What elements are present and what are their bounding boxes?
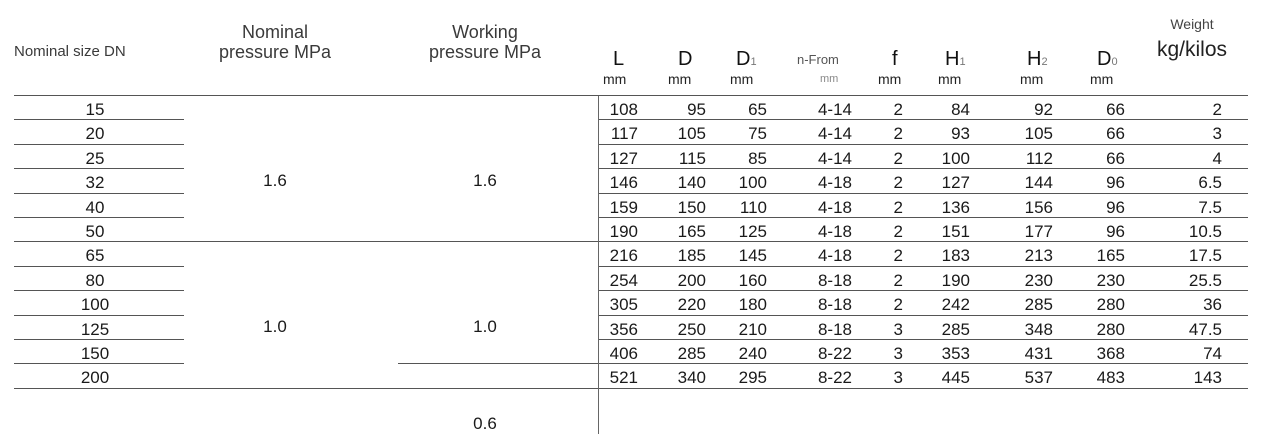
cell-dn: 125 xyxy=(80,319,110,339)
header-divider xyxy=(14,95,1248,96)
cell-d: 250 xyxy=(677,319,706,339)
cell-dn: 20 xyxy=(85,124,105,144)
cell-n: 4-14 xyxy=(817,124,852,144)
cell-n: 4-18 xyxy=(817,222,852,241)
working-pressure-group-a: 1.6 xyxy=(473,171,497,190)
cell-d1: 75 xyxy=(748,124,767,144)
cell-h2: 213 xyxy=(1024,246,1053,266)
cell-w: 3 xyxy=(1212,124,1222,144)
header-d-unit: mm xyxy=(668,71,692,87)
cell-h2: 230 xyxy=(1024,270,1053,290)
cell-dn: 80 xyxy=(85,270,105,290)
cell-w: 2 xyxy=(1212,100,1222,119)
header-l-unit: mm xyxy=(603,71,627,87)
cell-h1: 100 xyxy=(941,148,970,168)
header-working-pressure-line2: pressure MPa xyxy=(428,42,542,62)
bottom-divider xyxy=(184,388,598,389)
cell-dn: 40 xyxy=(85,197,105,217)
cell-l: 254 xyxy=(609,270,638,290)
cell-d: 220 xyxy=(677,295,706,315)
cell-w: 143 xyxy=(1193,368,1222,388)
cell-d: 200 xyxy=(677,270,706,290)
cell-d1: 210 xyxy=(738,319,767,339)
cell-dn: 200 xyxy=(80,368,110,388)
cell-w: 25.5 xyxy=(1188,270,1222,290)
cell-d1: 85 xyxy=(748,148,767,168)
cell-h2: 348 xyxy=(1024,319,1053,339)
cell-d0: 165 xyxy=(1096,246,1125,266)
header-f-unit: mm xyxy=(878,71,902,87)
cell-d1: 145 xyxy=(738,246,767,266)
nominal-pressure-group-a: 1.6 xyxy=(263,171,287,190)
cell-d1: 240 xyxy=(738,344,767,363)
cell-h1: 242 xyxy=(941,295,970,315)
cell-h1: 183 xyxy=(941,246,970,266)
cell-d1: 110 xyxy=(739,197,767,217)
cell-dn: 50 xyxy=(85,222,105,241)
cell-d0: 66 xyxy=(1106,100,1125,119)
cell-w: 36 xyxy=(1203,295,1222,315)
cell-d: 140 xyxy=(677,173,706,193)
cell-w: 74 xyxy=(1203,344,1222,363)
working-pressure-group-b: 1.0 xyxy=(473,317,497,336)
cell-h2: 285 xyxy=(1024,295,1053,315)
header-n-from: n-From xyxy=(797,52,839,67)
cell-l: 521 xyxy=(609,368,638,388)
cell-d1: 295 xyxy=(738,368,767,388)
cell-f: 3 xyxy=(893,319,903,339)
cell-d: 95 xyxy=(687,100,706,119)
cell-l: 127 xyxy=(609,148,638,168)
header-f: f xyxy=(892,48,898,70)
cell-h1: 353 xyxy=(941,344,970,363)
cell-h2: 92 xyxy=(1034,100,1053,119)
cell-h2: 177 xyxy=(1024,222,1053,241)
header-nominal-pressure-line2: pressure MPa xyxy=(218,42,332,62)
cell-d0: 368 xyxy=(1096,344,1125,363)
cell-d: 285 xyxy=(677,344,706,363)
cell-d1: 180 xyxy=(738,295,767,315)
cell-n: 4-18 xyxy=(817,246,852,266)
cell-l: 406 xyxy=(609,344,638,363)
cell-h2: 105 xyxy=(1024,124,1053,144)
cell-d0: 483 xyxy=(1096,368,1125,388)
cell-n: 4-14 xyxy=(817,148,852,168)
cell-d0: 280 xyxy=(1096,295,1125,315)
cell-h1: 127 xyxy=(941,173,970,193)
cell-d0: 96 xyxy=(1106,197,1125,217)
cell-f: 2 xyxy=(893,148,903,168)
cell-f: 2 xyxy=(893,100,903,119)
cell-l: 146 xyxy=(609,173,638,193)
cell-d1: 100 xyxy=(738,173,767,193)
cell-d1: 125 xyxy=(738,222,767,241)
header-nominal-size-dn: Nominal size DN xyxy=(14,43,126,60)
cell-d1: 65 xyxy=(748,100,767,119)
cell-w: 7.5 xyxy=(1198,197,1222,217)
header-weight-line2: kg/kilos xyxy=(1156,38,1228,61)
cell-dn: 15 xyxy=(85,100,105,119)
cell-h2: 431 xyxy=(1024,344,1053,363)
cell-d: 105 xyxy=(677,124,706,144)
nominal-pressure-group-b: 1.0 xyxy=(263,317,287,336)
working-pressure-group-c: 0.6 xyxy=(473,414,497,433)
cell-dn: 32 xyxy=(85,173,105,193)
header-h1-unit: mm xyxy=(938,71,962,87)
cell-l: 159 xyxy=(609,197,638,217)
cell-d: 340 xyxy=(677,368,706,388)
header-n-from-unit: mm xyxy=(820,73,839,85)
cell-l: 216 xyxy=(609,246,638,266)
cell-n: 8-18 xyxy=(817,270,852,290)
cell-f: 2 xyxy=(893,173,903,193)
cell-d0: 66 xyxy=(1106,124,1125,144)
cell-h1: 151 xyxy=(941,222,970,241)
cell-dn: 100 xyxy=(80,295,110,315)
cell-h1: 445 xyxy=(941,368,970,388)
group-divider xyxy=(184,241,598,242)
header-nominal-pressure-line1: Nominal xyxy=(241,22,309,42)
cell-n: 8-22 xyxy=(817,368,852,388)
cell-f: 2 xyxy=(893,222,903,241)
cell-n: 8-22 xyxy=(817,344,852,363)
cell-l: 108 xyxy=(609,100,638,119)
cell-d: 150 xyxy=(677,197,706,217)
cell-w: 10.5 xyxy=(1188,222,1222,241)
cell-f: 2 xyxy=(893,124,903,144)
cell-n: 8-18 xyxy=(817,319,852,339)
cell-d1: 160 xyxy=(738,270,767,290)
cell-dn: 65 xyxy=(85,246,105,266)
cell-h1: 93 xyxy=(951,124,970,144)
cell-d0: 280 xyxy=(1096,319,1125,339)
cell-w: 4 xyxy=(1212,148,1222,168)
cell-w: 6.5 xyxy=(1198,173,1222,193)
cell-f: 2 xyxy=(893,295,903,315)
header-weight-line1: Weight xyxy=(1170,16,1214,32)
cell-d: 185 xyxy=(677,246,706,266)
cell-n: 4-18 xyxy=(817,197,852,217)
cell-h2: 112 xyxy=(1025,148,1053,168)
cell-w: 17.5 xyxy=(1188,246,1222,266)
cell-dn: 150 xyxy=(80,344,110,363)
cell-l: 117 xyxy=(610,124,638,144)
cell-w: 47.5 xyxy=(1188,319,1222,339)
cell-n: 4-14 xyxy=(817,100,852,119)
cell-h1: 136 xyxy=(941,197,970,217)
cell-h1: 84 xyxy=(951,100,970,119)
header-l: L xyxy=(613,48,625,70)
cell-h2: 156 xyxy=(1024,197,1053,217)
cell-dn: 25 xyxy=(85,148,105,168)
cell-f: 3 xyxy=(893,344,903,363)
header-d: D xyxy=(678,48,693,70)
cell-f: 2 xyxy=(893,197,903,217)
cell-h2: 537 xyxy=(1024,368,1053,388)
cell-h2: 144 xyxy=(1024,173,1053,193)
cell-l: 356 xyxy=(609,319,638,339)
header-d0: D0 xyxy=(1097,48,1118,70)
cell-h1: 285 xyxy=(941,319,970,339)
cell-d0: 96 xyxy=(1106,173,1125,193)
header-d1: D1 xyxy=(736,48,757,70)
header-d1-unit: mm xyxy=(730,71,754,87)
cell-f: 2 xyxy=(893,246,903,266)
cell-h1: 190 xyxy=(941,270,970,290)
cell-f: 2 xyxy=(893,270,903,290)
header-d0-unit: mm xyxy=(1090,71,1114,87)
cell-l: 305 xyxy=(609,295,638,315)
cell-d0: 96 xyxy=(1106,222,1125,241)
cell-d: 165 xyxy=(677,222,706,241)
header-working-pressure-line1: Working xyxy=(452,22,518,42)
header-h2: H2 xyxy=(1027,48,1048,70)
cell-l: 190 xyxy=(609,222,638,241)
cell-n: 8-18 xyxy=(817,295,852,315)
header-h1: H1 xyxy=(945,48,966,70)
cell-d: 115 xyxy=(678,148,706,168)
cell-d0: 230 xyxy=(1096,270,1125,290)
cell-d0: 66 xyxy=(1106,148,1125,168)
cell-f: 3 xyxy=(893,368,903,388)
header-h2-unit: mm xyxy=(1020,71,1044,87)
cell-n: 4-18 xyxy=(817,173,852,193)
